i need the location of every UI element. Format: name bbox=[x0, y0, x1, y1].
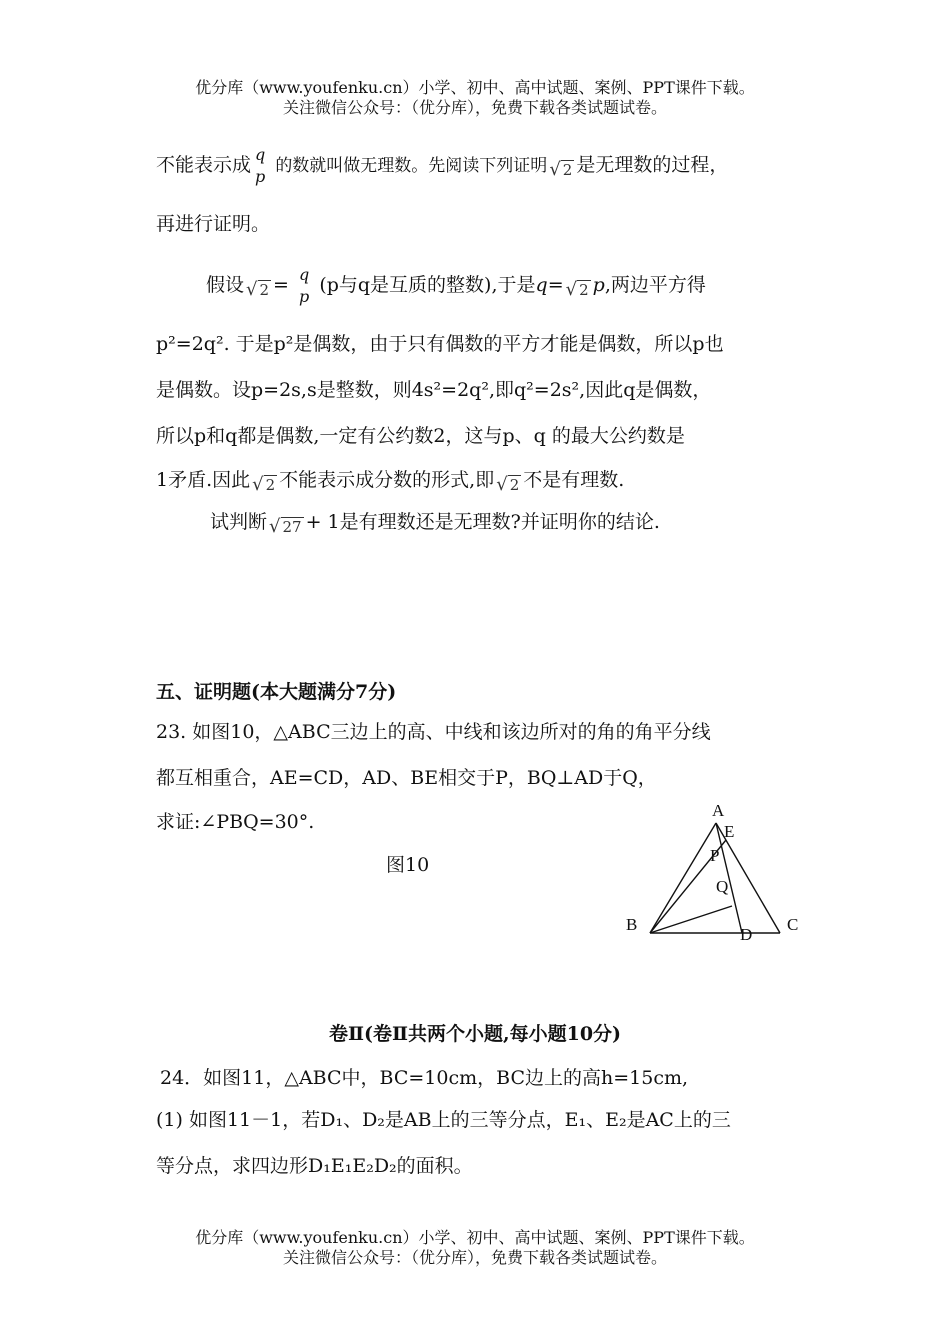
q23-line-3: 求证:∠PBQ=30°. bbox=[156, 811, 315, 833]
label-E: E bbox=[724, 822, 735, 841]
page-footer bbox=[0, 1228, 950, 1268]
p22-line-7 bbox=[156, 468, 624, 493]
side-AB bbox=[650, 823, 716, 933]
q24-line-1: 24．如图11，△ABC中，BC=10cm，BC边上的高h=15cm, bbox=[160, 1067, 689, 1089]
label-B: B bbox=[626, 915, 638, 934]
header-line-1: 优分库（www.youfenku.cn）小学、初中、高中试题、案例、PPT课件下载。 bbox=[195, 78, 755, 97]
frac-numerator: q bbox=[255, 145, 266, 164]
label-Q: Q bbox=[716, 877, 729, 896]
var-p: p bbox=[592, 274, 605, 296]
text: 试判断 bbox=[210, 511, 268, 533]
p22-line-8 bbox=[210, 510, 660, 535]
volume2-title: 卷Ⅱ(卷Ⅱ共两个小题,每小题10分) bbox=[328, 1023, 622, 1045]
p22-line-1 bbox=[156, 146, 728, 186]
sqrt-2: √ 2 bbox=[565, 279, 589, 300]
p22-line-2: 再进行证明。 bbox=[156, 213, 271, 235]
text: 的数就叫做无理数。先阅读下列证明 bbox=[275, 156, 548, 176]
text: 不能表示成 bbox=[156, 154, 252, 176]
text: 1矛盾.因此 bbox=[156, 469, 251, 491]
q24-line-2: (1) 如图11－1，若D₁、D₂是AB上的三等分点，E₁、E₂是AC上的三 bbox=[156, 1109, 731, 1131]
p22-line-3 bbox=[206, 266, 706, 306]
q24-line-3: 等分点，求四边形D₁E₁E₂D₂的面积。 bbox=[156, 1155, 473, 1177]
segment-BQ bbox=[650, 906, 732, 933]
text: 不能表示成分数的形式,即 bbox=[279, 469, 495, 491]
sqrt-2: √ 2 bbox=[246, 279, 270, 300]
sqrt-2: √ 2 bbox=[496, 474, 520, 495]
label-D: D bbox=[740, 925, 753, 944]
footer-line-1: 优分库（www.youfenku.cn）小学、初中、高中试题、案例、PPT课件下载。 bbox=[195, 1228, 755, 1247]
page-header bbox=[0, 78, 950, 118]
text: ,两边平方得 bbox=[604, 274, 706, 296]
footer-line-2: 关注微信公众号：（优分库），免费下载各类试题试卷。 bbox=[282, 1248, 667, 1267]
label-C: C bbox=[787, 915, 799, 934]
p22-line-5: 是偶数。设p=2s,s是整数，则4s²=2q²,即q²=2s²,因此q是偶数， bbox=[156, 379, 712, 401]
figure-caption: 图10 bbox=[386, 854, 430, 876]
q23-line-2: 都互相重合，AE=CD，AD、BE相交于P，BQ⊥AD于Q， bbox=[156, 767, 657, 789]
text: 是无理数的过程， bbox=[576, 154, 729, 176]
header-line-2: 关注微信公众号：（优分库），免费下载各类试题试卷。 bbox=[282, 98, 667, 117]
fraction-q-over-p: q p bbox=[299, 265, 310, 306]
section5-title: 五、证明题(本大题满分7分) bbox=[156, 681, 397, 703]
sqrt-2: √ 2 bbox=[549, 159, 573, 180]
text: 假设 bbox=[206, 274, 245, 296]
fraction-q-over-p bbox=[255, 146, 265, 186]
frac-denominator: p bbox=[255, 167, 266, 186]
text: + 1是有理数还是无理数?并证明你的结论. bbox=[305, 511, 660, 533]
text: = bbox=[273, 274, 289, 296]
label-A: A bbox=[712, 801, 725, 820]
p22-line-6: 所以p和q都是偶数,一定有公约数2，这与p、q 的最大公约数是 bbox=[156, 425, 685, 447]
text: 不是有理数. bbox=[523, 469, 625, 491]
q23-line-1: 23. 如图10，△ABC三边上的高、中线和该边所对的角的角平分线 bbox=[156, 721, 711, 743]
var-q: q bbox=[535, 274, 548, 296]
p22-line-4: p²=2q². 于是p²是偶数，由于只有偶数的平方才能是偶数，所以p也 bbox=[156, 333, 724, 355]
text: = bbox=[547, 274, 564, 296]
sqrt-2: √ 2 bbox=[252, 474, 276, 495]
label-P: P bbox=[710, 846, 720, 865]
sqrt-27: √ 27 bbox=[269, 516, 302, 537]
text: (p与q是互质的整数),于是 bbox=[319, 274, 536, 296]
figure-10-triangle bbox=[620, 795, 810, 945]
